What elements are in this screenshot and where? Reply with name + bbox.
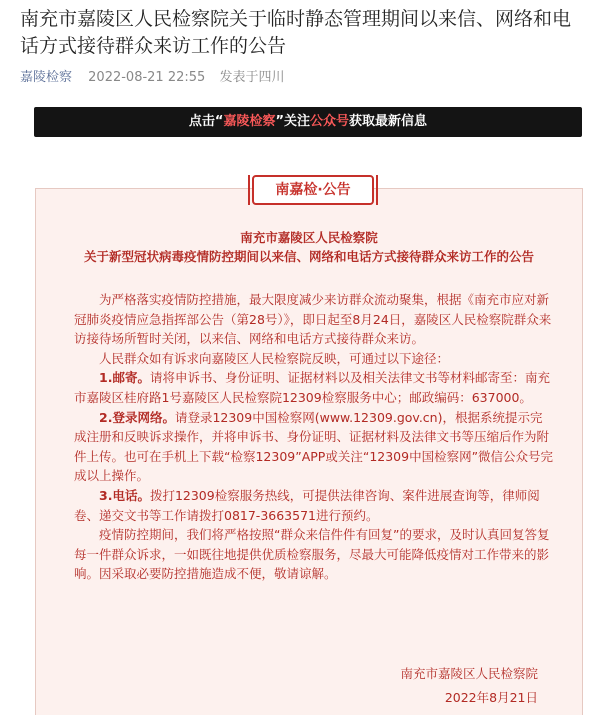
banner-prefix: 点击“ [188,114,224,129]
banner-suffix: 获取最新信息 [349,114,428,129]
item-mail-label: 1.邮寄。 [99,370,150,386]
notice-heading-org: 南充市嘉陵区人民检察院 [240,230,378,245]
article-title: 南充市嘉陵区人民检察院关于临时静态管理期间以来信、网络和电话方式接待群众来访工作的公告 [20,8,572,57]
notice-tag: 南嘉检·公告 [252,175,374,205]
publish-location: 发表于四川 [219,70,285,85]
notice-paragraph-channels: 人民群众如有诉求向嘉陵区人民检察院反映，可通过以下途径： [99,350,450,366]
notice-item-online [74,408,554,486]
banner-account-highlight: 嘉陵检察 [223,114,276,129]
notice-paragraph-intro: 为严格落实疫情防控措施，最大限度减少来访群众流动聚集，根据《南充市应对新冠肺炎疫情应急指挥部公告（第28号）》，即日起至8月24日，嘉陵区人民检察院群众来访接待场所暂时关闭，以来信、网络和电话方式接待群众来访。 [74,292,552,347]
banner-middle: ”关注 [275,114,311,129]
article-meta [20,66,284,85]
item-online-label: 2.登录网络。 [99,409,175,425]
notice-heading-subject: 关于新型冠状病毒疫情防控期间以来信、网络和电话方式接待群众来访工作的公告 [83,249,534,264]
notice-signature: 南充市嘉陵区人民检察院 [400,666,538,681]
publish-time: 2022-08-21 22:55 [88,70,206,85]
item-mail-text: 请将申诉书、身份证明、证据材料以及相关法律文书等材料邮寄至：南充市嘉陵区桂府路1号嘉陵区人民检察院12309检察服务中心；邮政编码：637000。 [74,370,550,405]
notice-date: 2022年8月21日 [444,690,538,705]
item-phone-label: 3.电话。 [99,487,150,503]
account-name-link[interactable]: 嘉陵检察 [20,70,73,85]
follow-banner[interactable] [34,107,582,137]
notice-body [74,290,554,584]
item-phone-text: 拨打12309检察服务热线，可提供法律咨询、案件进展查询等，律师阅卷、递交文书等工作请拨打0817-3663571进行预约。 [74,487,540,523]
item-online-text: 请登录12309中国检察网(www.12309.gov.cn)，根据系统提示完成注册和反映诉求操作，并将申诉书、身份证明、证据材料及法律文书等压缩后作为附件上传。也可在手机上下载“检察12309”APP或关注“12309中国检察网”微信公众号完成以上操作。 [74,409,554,484]
notice-item-mail [74,368,554,407]
notice-paragraph-closing: 疫情防控期间，我们将严格按照“群众来信件件有回复”的要求，及时认真回复答复每一件群众诉求，一如既往地提供优质检察服务，尽最大可能降低疫情对工作带来的影响。因采取必要防控措施造成不便，敬请谅解。 [74,527,550,582]
banner-official-highlight: 公众号 [310,114,350,129]
notice-item-phone [74,486,554,525]
